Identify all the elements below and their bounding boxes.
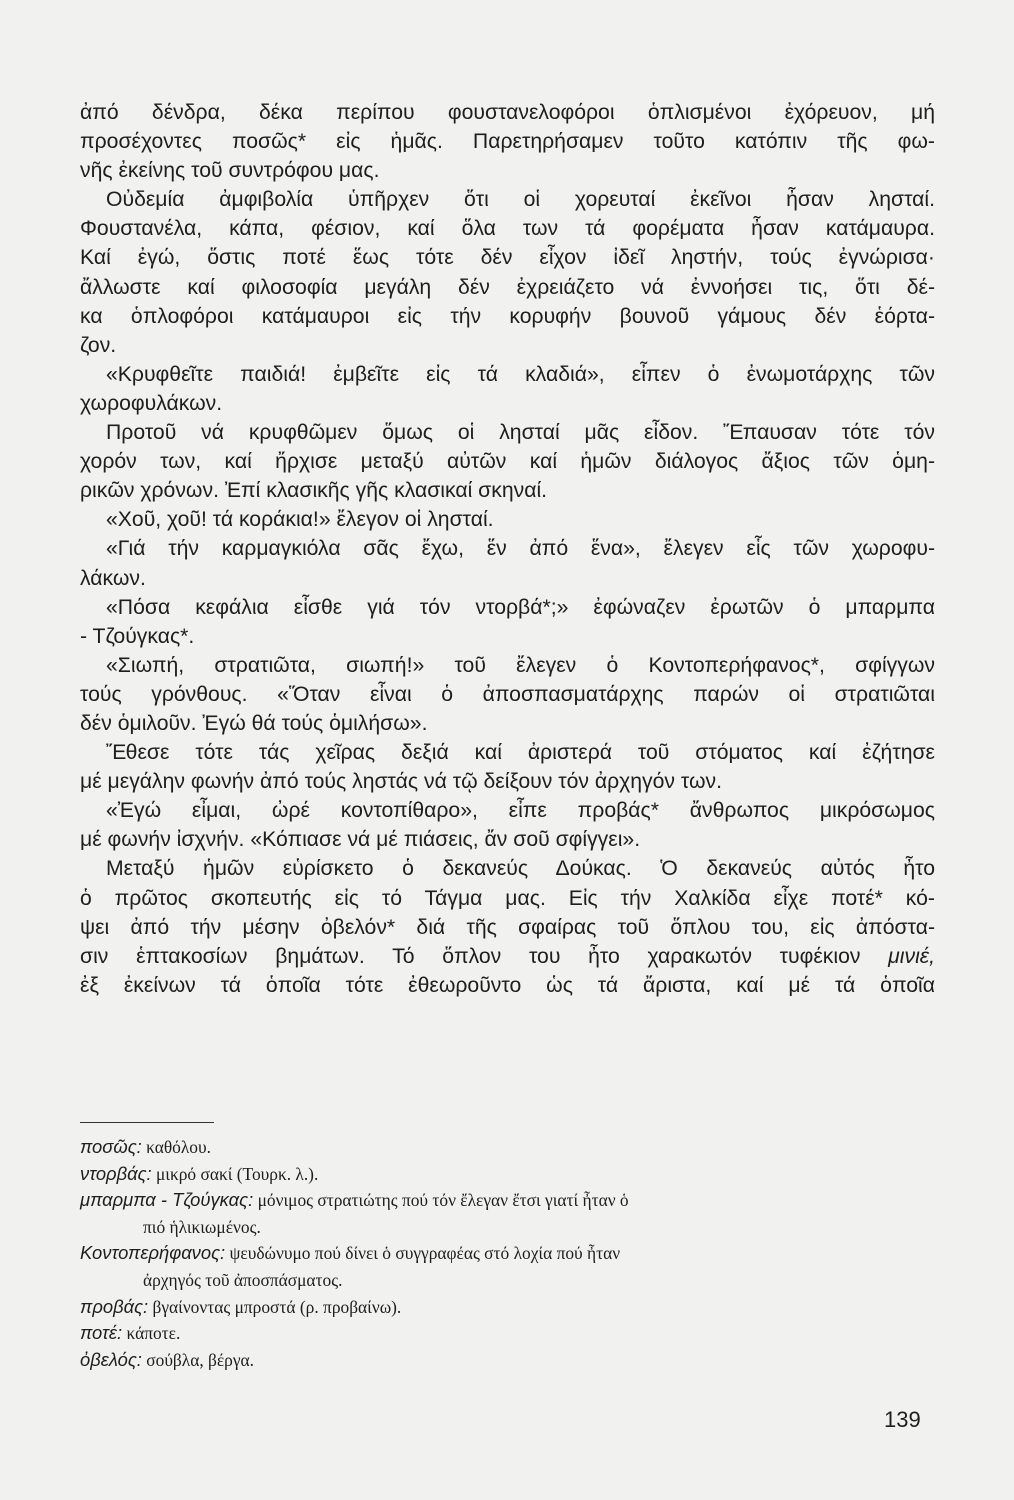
text-line: χωροφυλάκων. xyxy=(80,391,223,415)
footnote-term: προβάς: xyxy=(80,1295,149,1317)
footnote-term: Κοντοπερήφανος: xyxy=(80,1242,226,1264)
footnote xyxy=(80,1294,940,1321)
footnotes xyxy=(80,1134,940,1373)
footnote-term: ὀβελός: xyxy=(80,1348,142,1370)
text-line: ἀπό δένδρα, δέκα περίπου φουστανελοφόροι ὁπλισμένοι ἐχόρευον, μή xyxy=(80,101,935,124)
footnote xyxy=(80,1134,940,1161)
text-line: λάκων. xyxy=(80,566,146,590)
footnote xyxy=(80,1161,940,1188)
text-line: - Τζούγκας*. xyxy=(80,624,195,648)
footnote-term: ντορβάς: xyxy=(80,1162,152,1184)
text-line: χορόν των, καί ἤρχισε μεταξύ αὐτῶν καί ἡμῶν διάλογος ἄξιος τῶν ὁμη- xyxy=(80,450,935,474)
text-line: «Σιωπή, στρατιῶτα, σιωπή!» τοῦ ἔλεγεν ὁ Κοντοπερήφανος*, σφίγγων xyxy=(106,653,935,677)
text-segment: σιν ἑπτακοσίων βημάτων. Τό ὅπλον του ἦτο χαρακωτόν τυφέκιον xyxy=(80,944,861,968)
text-line: Μεταξύ ἡμῶν εὑρίσκετο ὁ δεκανεύς Δούκας. Ὁ δεκανεύς αὐτός ἦτο xyxy=(106,857,935,881)
footnote-definition: μόνιμος στρατιώτης πού τόν ἔλεγαν ἔτσι γιατί ἦταν ὁ xyxy=(257,1190,629,1211)
footnote-continuation: ἀρχηγός τοῦ ἀποσπάσματος. xyxy=(143,1269,343,1290)
footnote xyxy=(80,1187,940,1214)
text-line: μέ μεγάλην φωνήν ἀπό τούς ληστάς νά τῷ δείξουν τόν ἀρχηγόν των. xyxy=(80,770,723,794)
text-line: τούς γρόνθους. «Ὅταν εἶναι ὁ ἀποσπασματάρχης παρών οἱ στρατιῶται xyxy=(80,682,935,706)
text-line: «Πόσα κεφάλια εἶσθε γιά τόν ντορβά*;» ἐφώναζεν ἐρωτῶν ὁ μπαρμπα xyxy=(106,595,935,619)
footnote-term: ποσῶς: xyxy=(80,1136,142,1157)
footnote-definition: καθόλου. xyxy=(146,1137,211,1157)
footnote xyxy=(80,1347,940,1374)
text-line: ὁ πρῶτος σκοπευτής εἰς τό Τάγμα μας. Εἰς τήν Χαλκίδα εἶχε ποτέ* κό- xyxy=(80,886,935,910)
main-text xyxy=(80,98,935,1000)
footnote xyxy=(80,1240,940,1267)
text-line: «Γιά τήν καρμαγκιόλα σᾶς ἔχω, ἕν ἀπό ἕνα», ἔλεγεν εἷς τῶν χωροφυ- xyxy=(106,537,935,561)
text-line: νῆς ἐκείνης τοῦ συντρόφου μας. xyxy=(80,159,380,183)
text-line: Ἔθεσε τότε τάς χεῖρας δεξιά καί ἀριστερά τοῦ στόματος καί ἐζήτησε xyxy=(106,741,935,765)
text-line: «Ἐγώ εἶμαι, ὠρέ κοντοπίθαρο», εἶπε προβάς* ἄνθρωπος μικρόσωμος xyxy=(106,799,935,823)
text-line: ζον. xyxy=(80,333,117,357)
text-line: ἐξ ἐκείνων τά ὁποῖα τότε ἐθεωροῦντο ὡς τά ἄριστα, καί μέ τά ὁποῖα xyxy=(80,973,935,997)
text-line: Φουστανέλα, κάπα, φέσιον, καί ὅλα των τά φορέματα ἦσαν κατάμαυρα. xyxy=(80,217,935,241)
text-line: ρικῶν χρόνων. Ἐπί κλασικῆς γῆς κλασικαί σκηναί. xyxy=(80,479,548,503)
italic-word: μινιέ, xyxy=(888,944,935,968)
footnote-definition: μικρό σακί (Τουρκ. λ.). xyxy=(155,1163,319,1184)
text-line: δέν ὁμιλοῦν. Ἐγώ θά τούς ὁμιλήσω». xyxy=(80,711,428,735)
footnote-divider xyxy=(80,1122,214,1123)
text-line: προσέχοντες ποσῶς* εἰς ἡμᾶς. Παρετηρήσαμεν τοῦτο κατόπιν τῆς φω- xyxy=(80,130,935,154)
text-line xyxy=(80,942,935,971)
text-line: «Χοῦ, χοῦ! τά κοράκια!» ἔλεγον οἱ λησταί. xyxy=(106,508,494,532)
page-number: 139 xyxy=(884,1407,921,1432)
text-line: Οὐδεμία ἀμφιβολία ὑπῆρχεν ὅτι οἱ χορευταί ἐκεῖνοι ἦσαν λησταί. xyxy=(106,188,935,212)
text-line: ψει ἀπό τήν μέσην ὀβελόν* διά τῆς σφαίρας τοῦ ὅπλου του, εἰς ἀπόστα- xyxy=(80,915,935,939)
text-line: Καί ἐγώ, ὅστις ποτέ ἕως τότε δέν εἶχον ἰδεῖ ληστήν, τούς ἐγνώρισα· xyxy=(80,246,935,270)
footnote-definition: ψευδώνυμο πού δίνει ὁ συγγραφέας στό λοχία πού ἦταν xyxy=(229,1243,621,1264)
footnote-term: ποτέ: xyxy=(80,1322,123,1344)
text-line: μέ φωνήν ἰσχνήν. «Κόπιασε νά μέ πιάσεις, ἄν σοῦ σφίγγει». xyxy=(80,828,641,852)
footnote-definition: κάποτε. xyxy=(126,1323,181,1344)
footnote-term: μπαρμπα - Τζούγκας: xyxy=(80,1189,254,1211)
footnote xyxy=(80,1320,940,1347)
footnote-continuation: πιό ἡλικιωμένος. xyxy=(143,1216,261,1237)
footnote-definition: σούβλα, βέργα. xyxy=(146,1349,254,1370)
text-line: ἄλλωστε καί φιλοσοφία μεγάλη δέν ἐχρειάζετο νά ἐννοήσει τις, ὅτι δέ- xyxy=(80,275,935,299)
text-line: «Κρυφθεῖτε παιδιά! ἐμβεῖτε εἰς τά κλαδιά», εἶπεν ὁ ἐνωμοτάρχης τῶν xyxy=(106,362,935,386)
text-line: Προτοῦ νά κρυφθῶμεν ὅμως οἱ λησταί μᾶς εἶδον. Ἔπαυσαν τότε τόν xyxy=(106,421,935,445)
text-line: κα ὁπλοφόροι κατάμαυροι εἰς τήν κορυφήν βουνοῦ γάμους δέν ἑόρτα- xyxy=(80,304,935,328)
footnote-definition: βγαίνοντας μπροστά (ρ. προβαίνω). xyxy=(152,1296,402,1317)
